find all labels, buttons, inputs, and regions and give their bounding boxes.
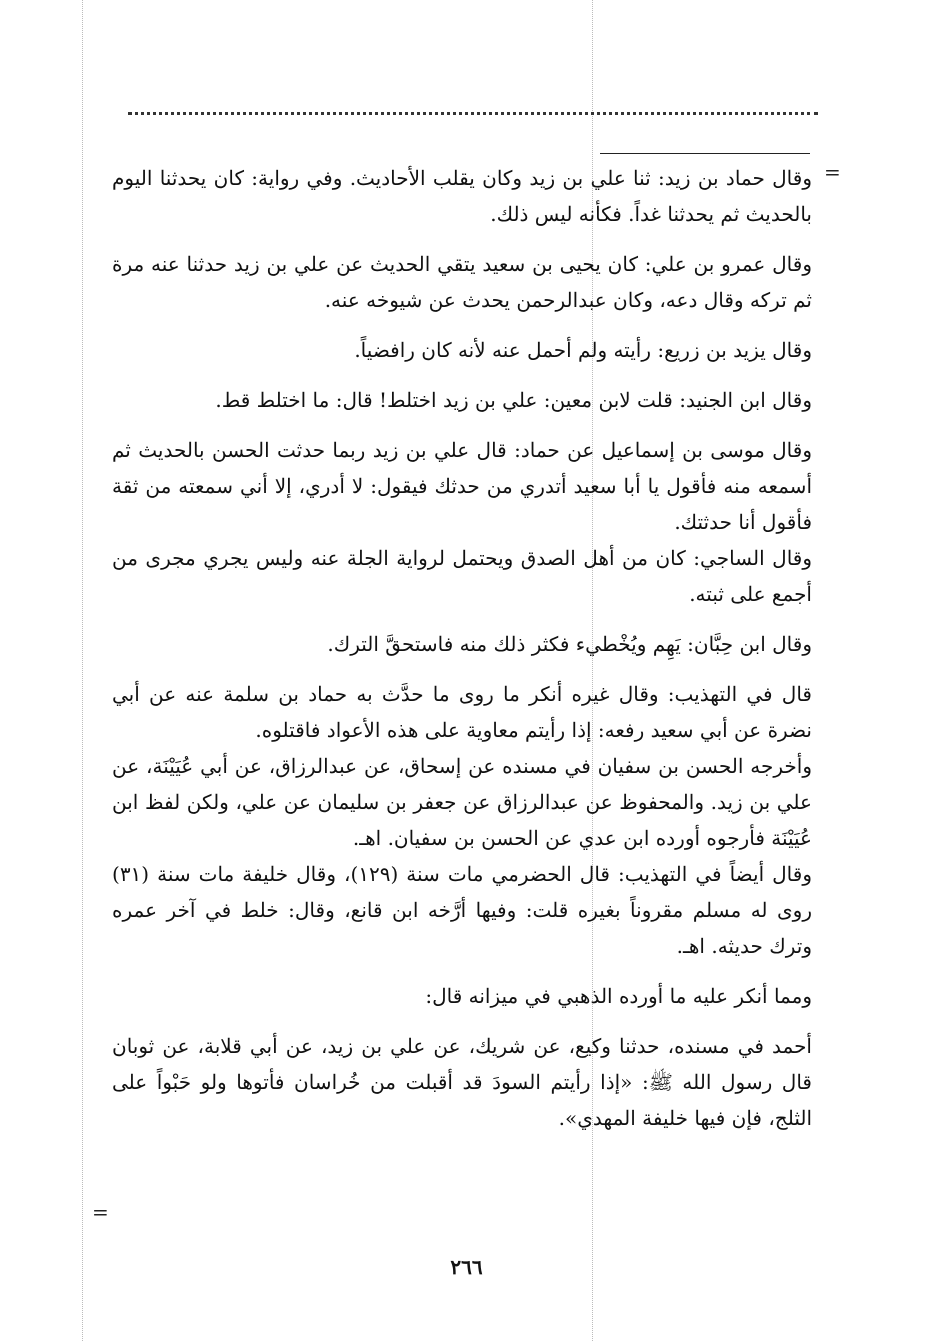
section-rule xyxy=(600,153,810,154)
paragraph: وقال حماد بن زيد: ثنا علي بن زيد وكان يقلب الأحاديث. وفي رواية: كان يحدثنا اليوم بالحديث ثم يحدثنا غداً. فكأنه ليس ذلك. xyxy=(112,166,812,226)
paragraph: وأخرجه الحسن بن سفيان في مسنده عن إسحاق، عن عبدالرزاق، عن أبي عُيَيْنَة، عن علي بن زيد. والمحفوظ عن عبدالرزاق عن جعفر بن سليمان عن علي، ولكن لفظ ابن عُيَيْنَة فأرجوه أورده ابن عدي عن الحسن بن سفيان. اهـ. xyxy=(112,754,812,850)
page-number: ٢٦٦ xyxy=(450,1255,483,1279)
paragraph: قال في التهذيب: وقال غيره أنكر ما روى ما حدَّث به حماد بن سلمة عنه عن أبي نضرة عن أبي سعيد رفعه: إذا رأيتم معاوية على هذه الأعواد فاقتلوه. xyxy=(112,682,812,742)
paragraph: وقال أيضاً في التهذيب: قال الحضرمي مات سنة (١٢٩)، وقال خليفة مات سنة (٣١) روى له مسلم مقروناً بغيره قلت: وفيها أرَّخه ابن قانع، وقال: خلط في آخر عمره وترك حديثه. اهـ. xyxy=(112,862,812,958)
dotted-separator xyxy=(128,112,818,115)
paragraph: وقال يزيد بن زريع: رأيته ولم أحمل عنه لأنه كان رافضياً. xyxy=(354,338,812,362)
paragraph: أحمد في مسنده، حدثنا وكيع، عن شريك، عن علي بن زيد، عن أبي قلابة، عن ثوبان قال رسول الله ﷺ: «إذا رأيتم السودَ قد أقبلت من خُراسان فأتوها ولو حَبْواً على الثلج، فإن فيها خليفة المهدي». xyxy=(112,1034,812,1130)
scan-artifact-line xyxy=(82,0,83,1341)
continuation-mark: = xyxy=(824,160,841,184)
paragraph: وقال ابن الجنيد: قلت لابن معين: علي بن زيد اختلط! قال: ما اختلط قط. xyxy=(215,388,812,412)
paragraph: وقال ابن حِبَّان: يَهِم ويُخْطيء فكثر ذلك منه فاستحقَّ الترك. xyxy=(327,632,812,656)
continuation-mark: = xyxy=(92,1200,109,1224)
paragraph: وقال عمرو بن علي: كان يحيى بن سعيد يتقي الحديث عن علي بن زيد حدثنا عنه مرة ثم تركه وقال دعه، وكان عبدالرحمن يحدث عن شيوخه عنه. xyxy=(112,252,812,312)
paragraph: ومما أنكر عليه ما أورده الذهبي في ميزانه قال: xyxy=(425,984,812,1008)
page-body xyxy=(112,160,812,1150)
paragraph: وقال الساجي: كان من أهل الصدق ويحتمل لرواية الجلة عنه وليس يجري مجرى من أجمع على ثبته. xyxy=(112,546,812,606)
paragraph: وقال موسى بن إسماعيل عن حماد: قال علي بن زيد ربما حدثت الحسن بالحديث ثم أسمعه منه فأقول يا أبا سعيد أتدري من حدثك فيقول: لا أدري، إلا أني سمعته من ثقة فأقول أنا حدثتك. xyxy=(112,438,812,534)
